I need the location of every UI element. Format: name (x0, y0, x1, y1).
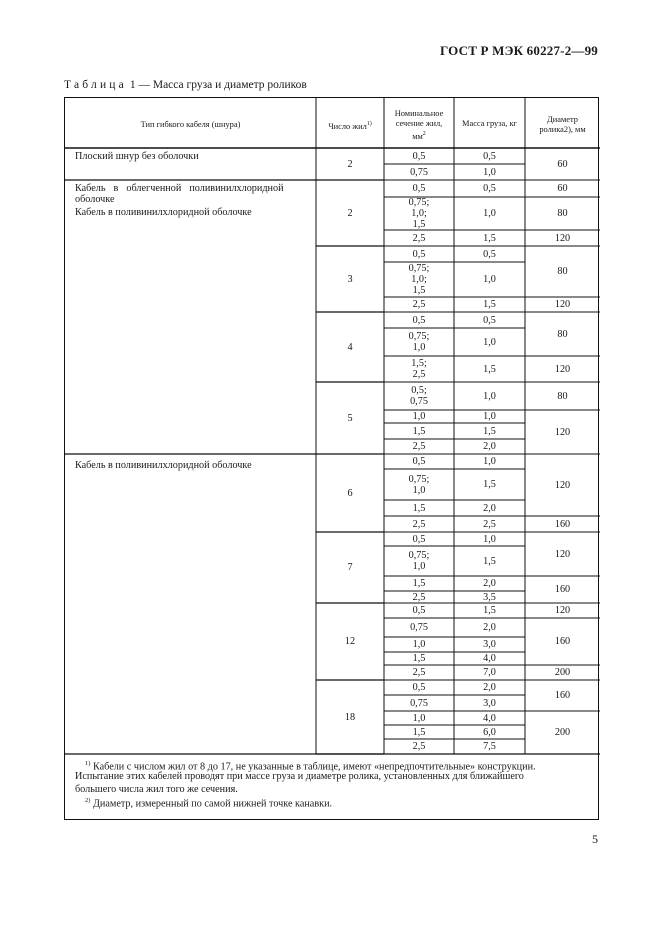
cores-value: 7 (347, 562, 353, 573)
section-value: 2,5 (412, 591, 426, 603)
section-value: 2,5 (412, 741, 426, 752)
section-cell (384, 454, 454, 469)
diameter-value: 200 (554, 667, 571, 678)
mass-cell (454, 532, 525, 546)
section-cell (384, 382, 454, 410)
section-value: 0,5 (412, 456, 426, 467)
section-value: 0,5 (412, 150, 426, 162)
mass-cell (454, 603, 525, 618)
table (64, 97, 599, 820)
diameter-value: 120 (554, 548, 571, 560)
section-cell (384, 410, 454, 423)
section-value: 0,5 (412, 605, 426, 616)
section-value: 0,5 (412, 183, 426, 194)
diameter-value: 120 (554, 299, 571, 310)
section-cell (384, 312, 454, 328)
section-value: 1,0 (412, 712, 426, 724)
section-value: 0,75 (410, 396, 428, 407)
footnote-2: $^{2)}$ Диаметр, измеренный по самой нижней точке канавки. (85, 797, 333, 810)
mass-cell (454, 439, 525, 454)
diameter-value: 80 (557, 266, 568, 277)
mass-cell (454, 262, 525, 297)
section-cell (384, 739, 454, 754)
mass-value: 2,0 (483, 441, 496, 452)
section-value: 0,75 (410, 166, 428, 178)
mass-value: 2,5 (483, 518, 496, 530)
section-cell (384, 603, 454, 618)
column-header-section: Номинальное сечение жил, $мм^2$ (394, 109, 444, 141)
section-value: 0,75; (408, 473, 430, 485)
diameter-cell (525, 297, 600, 312)
diameter-cell (525, 532, 600, 576)
section-cell (384, 546, 454, 576)
section-value: 1,0; (411, 208, 427, 219)
section-value: 0,75 (410, 697, 428, 709)
mass-cell (454, 356, 525, 382)
diameter-cell (525, 410, 600, 454)
mass-value: 1,5 (483, 232, 496, 244)
mass-value: 1,0 (483, 411, 496, 422)
section-value: 2,5 (412, 299, 426, 310)
section-value: 1,5 (412, 285, 426, 296)
diameter-cell (525, 382, 600, 410)
mass-cell (454, 312, 525, 328)
mass-cell (454, 180, 525, 197)
cores-cell (316, 680, 384, 754)
mass-value: 7,0 (483, 667, 496, 678)
document-code-header: ГОСТ Р МЭК 60227-2—99 (439, 43, 598, 58)
mass-cell (454, 382, 525, 410)
mass-cell (454, 665, 525, 680)
cores-cell (316, 246, 384, 312)
mass-cell (454, 680, 525, 695)
diameter-cell (525, 230, 600, 246)
diameter-cell (525, 148, 600, 180)
column-header-diameter: Диаметр ролика2), мм (539, 115, 586, 134)
mass-cell (454, 197, 525, 230)
section-value: 2,5 (412, 232, 426, 244)
section-value: 1,0 (412, 561, 426, 572)
cores-value: 5 (347, 412, 353, 424)
mass-cell (454, 454, 525, 469)
diameter-cell (525, 603, 600, 618)
mass-value: 1,5 (483, 605, 496, 616)
section-cell (384, 591, 454, 603)
mass-cell (454, 500, 525, 516)
diameter-value: 120 (554, 426, 571, 438)
diameter-value: 160 (554, 636, 571, 647)
mass-value: 1,0 (483, 336, 496, 348)
cores-cell (316, 603, 384, 680)
section-cell (384, 532, 454, 546)
section-value: 1,0 (412, 342, 426, 353)
mass-value: 1,0 (483, 456, 496, 467)
footnote-1: $^{1)}$ Кабели с числом жил от 8 до 17, не указанные в таблице, имеют «непредпочтительные» конструкции. (85, 760, 536, 773)
section-value: 2,5 (412, 369, 426, 380)
diameter-value: 80 (557, 328, 568, 340)
mass-cell (454, 711, 525, 725)
diameter-value: 120 (554, 605, 571, 616)
section-cell (384, 148, 454, 164)
mass-value: 6,0 (483, 726, 496, 738)
section-cell (384, 711, 454, 725)
section-cell (384, 262, 454, 297)
mass-value: 0,5 (483, 248, 496, 260)
mass-value: 1,5 (483, 479, 496, 490)
mass-value: 2,0 (483, 622, 496, 633)
diameter-cell (525, 576, 600, 603)
cores-value: 4 (347, 341, 353, 353)
mass-value: 1,0 (483, 274, 496, 285)
mass-cell (454, 297, 525, 312)
cable-type-pvc-sheath-1: Кабель в поливинилхлоридной оболочке (75, 207, 252, 218)
section-cell (384, 164, 454, 180)
column-header-type: Тип гибкого кабеля (шнура) (140, 120, 241, 129)
diameter-value: 80 (557, 208, 568, 219)
section-cell (384, 230, 454, 246)
mass-cell (454, 164, 525, 180)
diameter-cell (525, 356, 600, 382)
section-value: 0,75 (410, 622, 428, 633)
diameter-value: 60 (557, 183, 568, 194)
section-cell (384, 439, 454, 454)
diameter-cell (525, 516, 600, 532)
section-value: 1,5 (412, 726, 426, 738)
section-cell (384, 637, 454, 652)
diameter-cell (525, 197, 600, 230)
table-caption (64, 79, 307, 91)
mass-cell (454, 546, 525, 576)
diameter-value: 80 (557, 390, 568, 402)
section-value: 1,5 (412, 219, 426, 230)
mass-cell (454, 328, 525, 356)
section-value: 0,5 (412, 314, 426, 326)
section-cell (384, 618, 454, 637)
mass-value: 1,5 (483, 425, 496, 437)
section-cell (384, 652, 454, 665)
mass-value: 3,0 (483, 639, 496, 650)
diameter-value: 160 (554, 518, 571, 530)
cores-cell (316, 532, 384, 603)
cable-type-light-pvc: Кабель в облегченной поливинилхлоридной оболочке (75, 183, 284, 205)
mass-value: 7,5 (483, 741, 496, 752)
section-value: 1,0 (412, 639, 426, 650)
section-value: 2,5 (412, 441, 426, 452)
section-value: 1,5 (412, 653, 426, 664)
mass-cell (454, 148, 525, 164)
mass-value: 1,0 (483, 533, 496, 545)
section-cell (384, 356, 454, 382)
diameter-value: 120 (554, 232, 571, 244)
mass-value: 3,0 (483, 697, 496, 709)
section-value: 2,5 (412, 518, 426, 530)
diameter-cell (525, 711, 600, 754)
section-value: 0,75; (408, 331, 430, 342)
section-value: 0,5 (412, 533, 426, 545)
mass-cell (454, 576, 525, 591)
diameter-cell (525, 180, 600, 197)
mass-value: 1,5 (483, 299, 496, 310)
section-value: 0,75; (408, 263, 430, 274)
diameter-cell (525, 246, 600, 297)
section-value: 1,5; (411, 358, 427, 369)
mass-value: 4,0 (483, 653, 496, 664)
section-value: 0,5 (412, 682, 426, 693)
mass-cell (454, 725, 525, 739)
diameter-value: 60 (557, 158, 568, 170)
section-value: 1,5 (412, 578, 426, 589)
cores-cell (316, 180, 384, 246)
mass-value: 0,5 (483, 314, 496, 326)
diameter-value: 160 (554, 584, 571, 595)
section-value: 1,0; (411, 274, 427, 285)
cores-value: 2 (347, 207, 353, 219)
diameter-value: 200 (554, 727, 571, 738)
table-caption-text: 1 — Масса груза и диаметр роликов (126, 79, 307, 91)
section-value: 1,0 (412, 484, 426, 496)
mass-cell (454, 410, 525, 423)
section-value: 1,5 (412, 425, 426, 437)
section-cell (384, 725, 454, 739)
section-cell (384, 197, 454, 230)
mass-cell (454, 469, 525, 500)
footnote-1-continuation: Испытание этих кабелей проводят при массе груза и диаметре ролика, установленных для ближайшего большего числа жил того же сечения. (75, 771, 524, 795)
section-value: 1,0 (412, 411, 426, 422)
section-cell (384, 469, 454, 500)
page-number: 5 (592, 832, 598, 846)
mass-value: 0,5 (483, 150, 496, 162)
mass-cell (454, 516, 525, 532)
section-cell (384, 423, 454, 439)
cores-cell (316, 148, 384, 180)
cores-cell (316, 454, 384, 532)
section-value: 2,5 (412, 667, 426, 678)
mass-value: 4,0 (483, 712, 496, 724)
cores-value: 6 (347, 487, 353, 499)
section-value: 1,5 (412, 502, 426, 514)
mass-value: 1,5 (483, 555, 496, 567)
section-value: 0,5; (411, 385, 427, 396)
cores-value: 12 (344, 636, 356, 647)
mass-cell (454, 230, 525, 246)
section-value: 0,75; (408, 550, 430, 561)
cores-value: 3 (347, 273, 353, 285)
section-cell (384, 665, 454, 680)
mass-cell (454, 618, 525, 637)
mass-value: 3,5 (483, 591, 496, 603)
section-cell (384, 576, 454, 591)
section-value: 0,5 (412, 248, 426, 260)
section-cell (384, 297, 454, 312)
mass-value: 1,0 (483, 166, 496, 178)
diameter-cell (525, 618, 600, 665)
section-cell (384, 516, 454, 532)
cores-value: 2 (347, 158, 353, 170)
diameter-cell (525, 665, 600, 680)
column-header-cores: Число жил$^{1)}$ (328, 121, 372, 131)
section-cell (384, 695, 454, 711)
mass-value: 2,0 (483, 682, 496, 693)
mass-cell (454, 695, 525, 711)
mass-cell (454, 739, 525, 754)
diameter-cell (525, 454, 600, 516)
mass-cell (454, 652, 525, 665)
section-value: 0,75; (408, 197, 430, 208)
column-header-mass: Масса груза, кг (462, 119, 517, 128)
diameter-cell (525, 312, 600, 356)
mass-cell (454, 246, 525, 262)
diameter-value: 120 (554, 479, 571, 491)
mass-value: 1,0 (483, 208, 496, 219)
mass-value: 2,0 (483, 502, 496, 514)
mass-value: 1,0 (483, 390, 496, 402)
mass-value: 0,5 (483, 183, 496, 194)
section-cell (384, 328, 454, 356)
section-cell (384, 680, 454, 695)
section-cell (384, 246, 454, 262)
section-cell (384, 180, 454, 197)
diameter-value: 160 (554, 690, 571, 701)
cores-value: 18 (344, 711, 356, 723)
diameter-value: 120 (554, 363, 571, 375)
cable-type-pvc-sheath-2: Кабель в поливинилхлоридной оболочке (75, 460, 252, 471)
cores-cell (316, 312, 384, 382)
mass-value: 1,5 (483, 363, 496, 375)
mass-value: 2,0 (483, 578, 496, 589)
table-caption-prefix: Таблица (64, 79, 127, 91)
mass-cell (454, 591, 525, 603)
mass-cell (454, 423, 525, 439)
cable-type-flat-cord: Плоский шнур без оболочки (75, 151, 199, 162)
cores-cell (316, 382, 384, 454)
section-cell (384, 500, 454, 516)
diameter-cell (525, 680, 600, 711)
mass-cell (454, 637, 525, 652)
